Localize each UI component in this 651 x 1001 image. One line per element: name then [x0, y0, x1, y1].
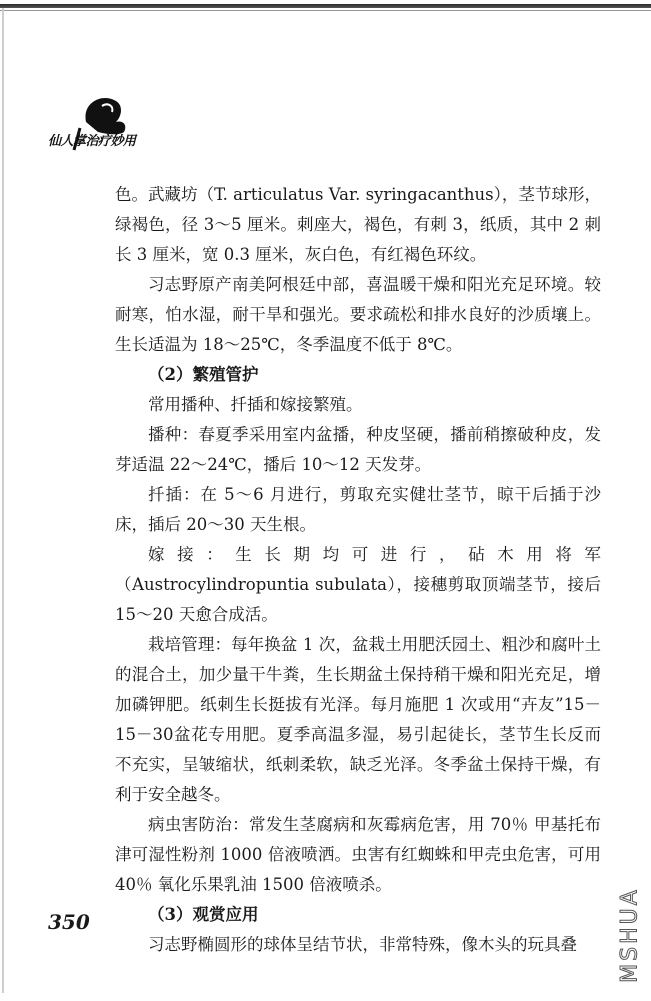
watermark — [616, 880, 644, 990]
page-number: 350 — [48, 910, 90, 934]
top-border-thin-rule — [0, 10, 651, 11]
paragraph: 播种：春夏季采用室内盆播，种皮坚硬，播前稍擦破种皮，发芽适温 22～24℃，播后 10～12 天发芽。 — [115, 425, 601, 474]
section-heading: （3）观赏应用 — [148, 905, 259, 924]
paragraph: 习志野原产南美阿根廷中部，喜温暖干燥和阳光充足环境。较耐寒，怕水湿，耐干旱和强光。要求疏松和排水良好的沙质壤上。生长适温为 18～25℃，冬季温度不低于 8℃。 — [115, 275, 601, 354]
paragraph: 栽培管理：每年换盆 1 次，盆栽土用肥沃园土、粗沙和腐叶土的混合土，加少量干牛粪，生长期盆土保持稍干燥和阳光充足，增加磷钾肥。纸刺生长挺拔有光泽。每月施肥 1 次或用“卉友”15－15－30盆花专用肥。夏季高温多湿，易引起徒长，茎节生长反而不充实，呈皱缩状，纸刺柔软，缺乏光泽。冬季盆土保持干燥，有利于安全越冬。 — [115, 635, 601, 804]
body-text — [115, 180, 601, 960]
cactus-logo-icon — [24, 92, 224, 162]
page-left-edge — [2, 8, 4, 993]
paragraph: 习志野椭圆形的球体呈结节状，非常特殊，像木头的玩具叠 — [148, 935, 577, 954]
paragraph: 常用播种、扦插和嫁接繁殖。 — [148, 395, 363, 414]
paragraph: 扦插：在 5～6 月进行，剪取充实健壮茎节，晾干后插于沙床，插后 20～30 天生根。 — [115, 485, 601, 534]
book-header — [18, 92, 248, 162]
paragraph: 嫁接：生长期均可进行，砧木用将军（Austrocylindropuntia subulata），接穗剪取顶端茎节，接后 15～20 天愈合成活。 — [115, 545, 601, 624]
watermark-text: MSHUA — [617, 887, 643, 983]
paragraph: 色。武藏坊（T. articulatus Var. syringacanthus），茎节球形，绿褐色，径 3～5 厘米。刺座大，褐色，有刺 3，纸质，其中 2 刺长 3 厘米，宽 0.3 厘米，灰白色，有红褐色环纹。 — [115, 185, 601, 264]
paragraph: 病虫害防治：常发生茎腐病和灰霉病危害，用 70％ 甲基托布津可湿性粉剂 1000 倍液喷洒。虫害有红蜘蛛和甲壳虫危害，可用 40％ 氧化乐果乳油 1500 倍液喷杀。 — [115, 815, 601, 894]
top-border-rule — [0, 4, 651, 8]
section-heading: （2）繁殖管护 — [148, 365, 259, 384]
book-title: 仙人掌治疗妙用 — [48, 134, 136, 149]
